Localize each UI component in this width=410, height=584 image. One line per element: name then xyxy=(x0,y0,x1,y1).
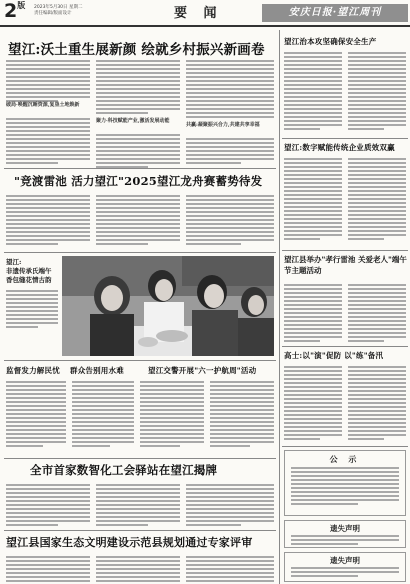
lost-notice-2 xyxy=(284,552,406,582)
lead-headline: 望江:沃土重生展新颜 绘就乡村振兴新画卷 xyxy=(8,42,265,58)
photo-caption-title-3: 香包缝花情古韵 xyxy=(6,276,52,284)
masthead-banner xyxy=(262,4,408,22)
story-3-headline: 望江交警开展"六一护航周"活动 xyxy=(148,366,257,375)
right-headline-3: 望江县举办"孝行雷池 关爱老人"端午节主题活动 xyxy=(284,255,407,275)
right-headline-2: 望江:数字赋能传统企业质效双赢 xyxy=(284,143,395,152)
photo-caption xyxy=(6,258,58,330)
notice-box xyxy=(284,450,406,516)
story-3-body-col-1 xyxy=(140,381,204,449)
notice-title: 公 示 xyxy=(329,454,361,464)
right-4-body-a xyxy=(284,366,342,442)
lost-notice-1-title: 遗失声明 xyxy=(330,524,360,533)
page-label: 版 xyxy=(17,1,26,10)
bottom-body-col-1 xyxy=(6,556,90,584)
photo-caption-body xyxy=(6,290,58,328)
lead-subhead-3: 共赢:凝聚振兴合力,共建共享幸福 xyxy=(186,122,260,128)
story-3-body-col-2 xyxy=(210,381,274,449)
date-line: 2023年5月30日 星期二 xyxy=(34,5,83,10)
rule-right-3 xyxy=(282,346,408,347)
lost-notice-1-body xyxy=(291,535,399,547)
dragon-body-col-2 xyxy=(96,195,180,247)
editor-line: 责任编辑/版面设计 xyxy=(34,11,72,16)
right-2-body-a xyxy=(284,158,342,242)
rule-right-2 xyxy=(282,250,408,251)
rule-right-1 xyxy=(282,138,408,139)
rule-union-bottom xyxy=(4,530,276,531)
story-1-headline: 监督发力解民忧 xyxy=(6,366,60,375)
section-title: 要 闻 xyxy=(174,6,223,21)
photo-image xyxy=(62,256,274,356)
lost-notice-1 xyxy=(284,520,406,548)
lead-body-col-1 xyxy=(6,60,90,104)
story-2-body xyxy=(72,381,134,449)
lead-subhead-2: 聚力·科技赋能产业,激活发展动能 xyxy=(96,118,170,124)
rule-lead-bottom xyxy=(4,168,276,169)
masthead-rule xyxy=(0,25,410,27)
lead-subhead-1: 破局·唤醒沉睡资源,复垦土地焕新 xyxy=(6,102,80,108)
dragon-body-col-1 xyxy=(6,195,90,247)
right-3-body-a xyxy=(284,284,342,344)
bottom-headline: 望江县国家生态文明建设示范县规划通过专家评审 xyxy=(6,536,253,549)
dragon-boat-headline: "竞渡雷池 活力望江"2025望江龙舟赛蓄势待发 xyxy=(14,174,263,188)
notice-body xyxy=(291,467,399,507)
union-body-col-1 xyxy=(6,484,90,528)
rule-photo-bottom xyxy=(4,360,276,361)
right-1-body-b xyxy=(348,52,406,132)
right-3-body-b xyxy=(348,284,406,344)
lead-body-col-2 xyxy=(96,60,180,116)
lead-body-col-3b xyxy=(186,138,274,166)
lost-notice-2-title: 遗失声明 xyxy=(330,556,360,565)
union-body-col-3 xyxy=(186,484,274,528)
page-number xyxy=(4,0,25,22)
union-body-col-2 xyxy=(96,484,180,528)
page-number-value: 2 xyxy=(4,0,18,22)
news-photo xyxy=(62,256,274,356)
right-headline-4: 高士:以"演"促防 以"练"备汛 xyxy=(284,351,384,360)
paper-name: 安庆日报·望江周刊 xyxy=(288,7,382,18)
rule-lower-bottom xyxy=(4,458,276,459)
rule-dragon-bottom xyxy=(4,252,276,253)
rule-right-4 xyxy=(282,446,408,447)
story-2-headline: 群众告别用水难 xyxy=(70,366,124,375)
photo-caption-title-2: 非遗传承氏端午 xyxy=(6,267,52,275)
column-divider xyxy=(279,30,280,584)
right-1-body-a xyxy=(284,52,342,132)
lead-body-col-1b xyxy=(6,118,90,166)
dragon-body-col-3 xyxy=(186,195,274,247)
lead-body-col-2b xyxy=(96,134,180,170)
masthead xyxy=(0,0,410,28)
right-2-body-b xyxy=(348,158,406,242)
story-1-body xyxy=(6,381,66,449)
lead-body-col-3 xyxy=(186,60,274,120)
masthead-date xyxy=(34,5,82,17)
lost-notice-2-body xyxy=(291,567,399,579)
right-4-body-b xyxy=(348,366,406,442)
photo-caption-title-1: 望江: xyxy=(6,258,22,266)
bottom-body-col-3 xyxy=(186,556,274,584)
union-headline: 全市首家数智化工会驿站在望江揭牌 xyxy=(30,463,218,477)
right-headline-1: 望江治本攻坚确保安全生产 xyxy=(284,37,377,46)
bottom-body-col-2 xyxy=(96,556,180,584)
